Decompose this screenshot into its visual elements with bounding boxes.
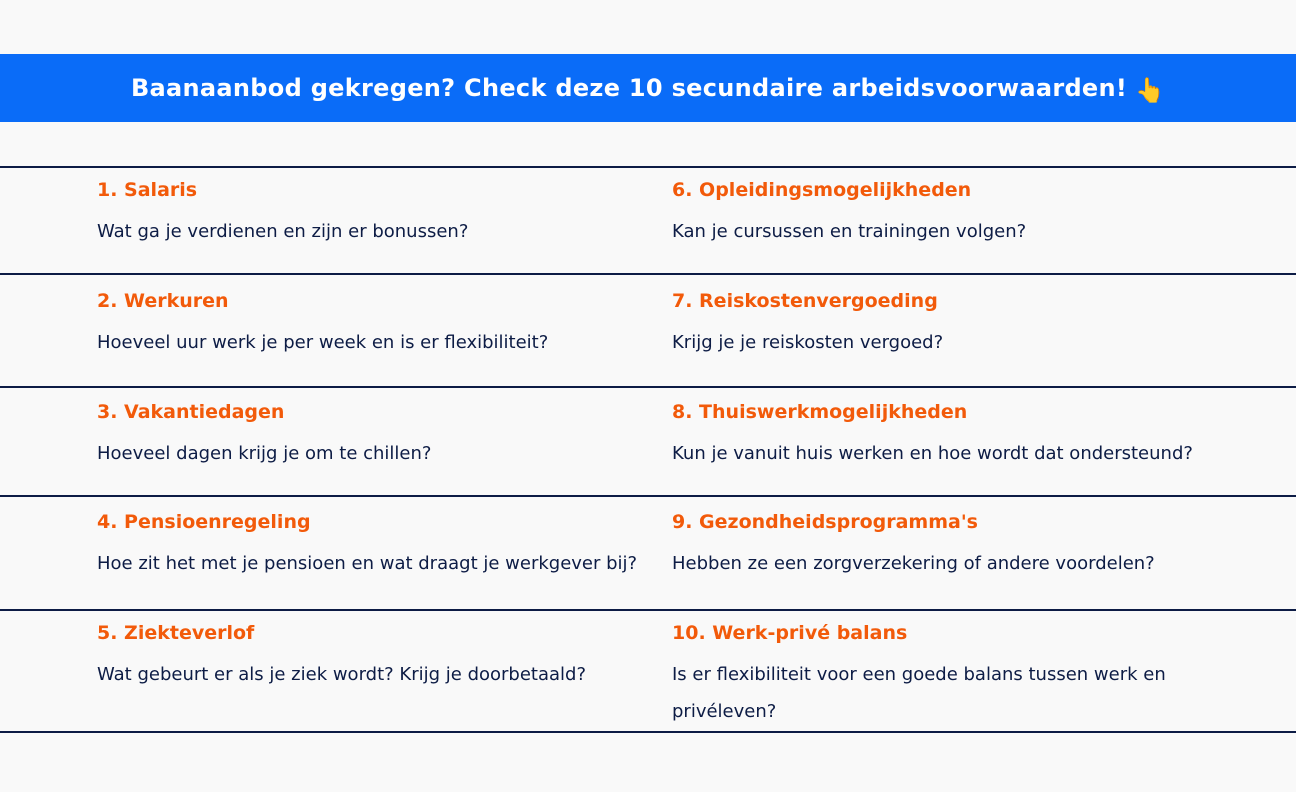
item-description: Hoe zit het met je pensioen en wat draagt je werkgever bij? bbox=[97, 553, 638, 574]
item-description: Hebben ze een zorgverzekering of andere voordelen? bbox=[672, 553, 1155, 574]
list-item bbox=[97, 177, 677, 250]
item-title: 2. Werkuren bbox=[97, 290, 229, 312]
item-description: Hoeveel dagen krijg je om te chillen? bbox=[97, 443, 432, 464]
item-title: 8. Thuiswerkmogelijkheden bbox=[672, 401, 968, 423]
divider bbox=[0, 273, 1296, 275]
item-title: 1. Salaris bbox=[97, 179, 198, 201]
list-item bbox=[672, 177, 1252, 250]
header-banner bbox=[0, 54, 1296, 122]
item-title: 3. Vakantiedagen bbox=[97, 401, 285, 423]
list-item bbox=[672, 288, 1252, 361]
item-description: Is er flexibiliteit voor een goede balans tussen werk en privéleven? bbox=[672, 664, 1166, 722]
item-title: 9. Gezondheidsprogramma's bbox=[672, 511, 978, 533]
list-item bbox=[672, 399, 1252, 472]
list-item bbox=[97, 399, 677, 472]
list-item bbox=[672, 620, 1212, 730]
pointing-down-icon: 👇 bbox=[1135, 76, 1166, 104]
divider bbox=[0, 166, 1296, 168]
divider bbox=[0, 495, 1296, 497]
list-item bbox=[97, 620, 677, 693]
item-title: 5. Ziekteverlof bbox=[97, 622, 255, 644]
divider bbox=[0, 386, 1296, 388]
item-title: 10. Werk-privé balans bbox=[672, 622, 908, 644]
list-item bbox=[97, 288, 677, 361]
item-description: Hoeveel uur werk je per week en is er flexibiliteit? bbox=[97, 332, 549, 353]
item-description: Krijg je je reiskosten vergoed? bbox=[672, 332, 944, 353]
item-description: Wat gebeurt er als je ziek wordt? Krijg je doorbetaald? bbox=[97, 664, 587, 685]
item-description: Kun je vanuit huis werken en hoe wordt dat ondersteund? bbox=[672, 443, 1193, 464]
item-title: 6. Opleidingsmogelijkheden bbox=[672, 179, 972, 201]
banner-title: Baanaanbod gekregen? Check deze 10 secundaire arbeidsvoorwaarden! bbox=[130, 74, 1128, 102]
item-description: Wat ga je verdienen en zijn er bonussen? bbox=[97, 221, 469, 242]
item-title: 4. Pensioenregeling bbox=[97, 511, 311, 533]
divider bbox=[0, 731, 1296, 733]
list-item bbox=[97, 509, 677, 582]
divider bbox=[0, 609, 1296, 611]
list-item bbox=[672, 509, 1252, 582]
item-title: 7. Reiskostenvergoeding bbox=[672, 290, 938, 312]
item-description: Kan je cursussen en trainingen volgen? bbox=[672, 221, 1027, 242]
